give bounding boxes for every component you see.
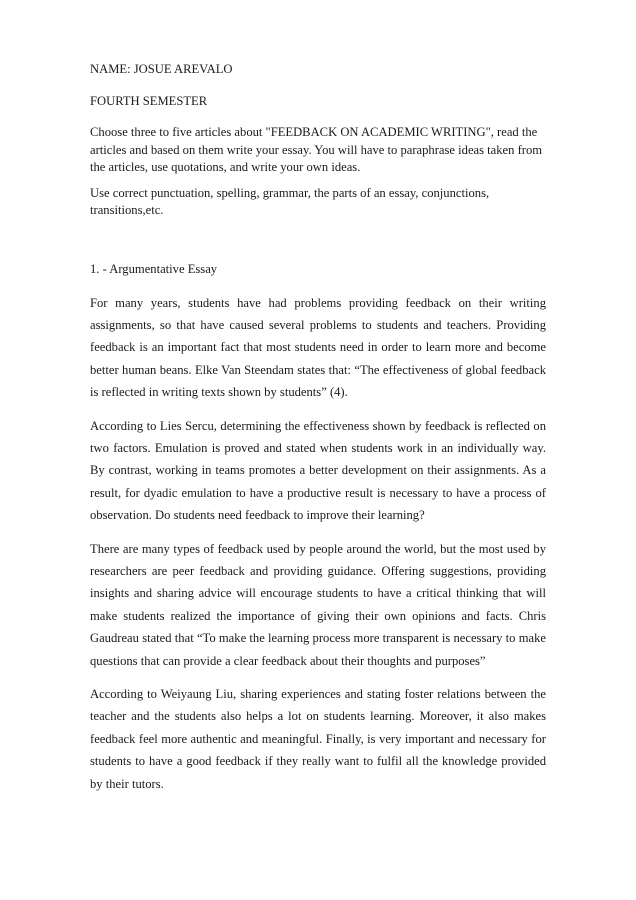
essay-paragraph-2: According to Lies Sercu, determining the effectiveness shown by feedback is reflected on two factors. Emulation is proved and stated when students work in an individually way. By contrast, working in teams promotes a better development on their assignments. As a result, for dyadic emulation to have a productive result is necessary to have a process of observation. Do students need feedback to improve their learning?	[90, 418, 546, 523]
assignment-instructions: Choose three to five articles about "FEEDBACK ON ACADEMIC WRITING", read the articles and based on them write your essay. You will have to paraphrase ideas taken from the articles, use quotations, and write your own ideas.	[90, 125, 543, 174]
essay-title: 1. - Argumentative Essay	[90, 261, 218, 276]
document-page	[90, 60, 546, 806]
essay-paragraph-1: For many years, students have had problems providing feedback on their writing assignments, so that have caused several problems to students and teachers. Providing feedback is an important fact that most students need in order to learn more and become better human beans. Elke Van Steendam states that: “The effectiveness of global feedback is reflected in writing texts shown by students” (4).	[90, 295, 546, 400]
essay-paragraph-4: According to Weiyaung Liu, sharing experiences and stating foster relations between the teacher and the students also helps a lot on students learning. Moreover, it also makes feedback feel more authentic and meaningful. Finally, is very important and necessary for students to have a good feedback if they really want to fulfil all the knowledge provided by their tutors.	[90, 687, 546, 791]
student-name: NAME: JOSUE AREVALO	[90, 62, 233, 76]
semester-label: FOURTH SEMESTER	[90, 94, 208, 108]
assignment-requirements: Use correct punctuation, spelling, grammar, the parts of an essay, conjunctions, transitions,etc.	[90, 185, 490, 217]
essay-paragraph-3: There are many types of feedback used by people around the world, but the most used by researchers are peer feedback and providing guidance. Offering suggestions, providing insights and sharing advice will encourage students to have a critical thinking that will make students realized the importance of giving their own opinions and facts. Chris Gaudreau stated that “To make the learning process more transparent is necessary to make questions that can provide a clear feedback about their thoughts and purposes”	[90, 541, 546, 668]
